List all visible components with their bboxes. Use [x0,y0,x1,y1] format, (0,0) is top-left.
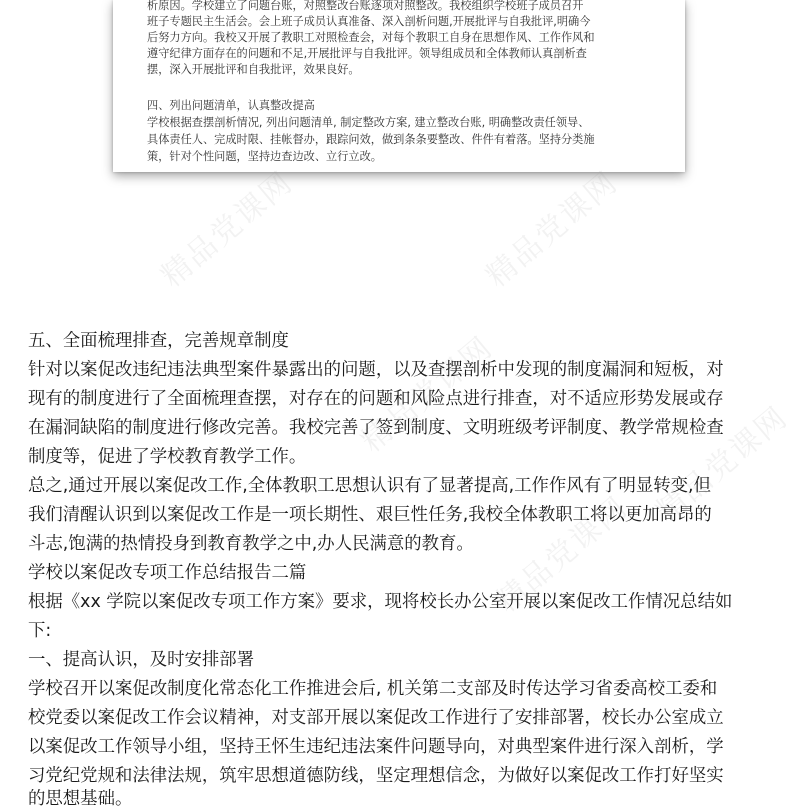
paragraph-line: 斗志,饱满的热情投身到教育教学之中,办人民满意的教育。 [28,534,474,554]
preview-line: 遵守纪律方面存在的问题和不足,开展批评与自我批评。领导组成员和全体教师认真剖析查 [147,47,587,60]
watermark: 精品党课网 [354,329,500,460]
preview-line: 后努力方向。我校又开展了教职工对照检查会，对每个教职工自身在思想作风、工作作风和 [147,31,595,44]
paragraph-line: 针对以案促改违纪违法典型案件暴露出的问题，以及查摆剖析中发现的制度漏洞和短板，对 [28,360,724,380]
section-heading: 一、提高认识，及时安排部署 [28,650,255,670]
document-preview-card [113,0,685,172]
preview-line: 析原因。学校建立了问题台账，对照整改台账逐项对照整改。我校组织学校班子成员召开 [147,0,584,12]
preview-line: 学校根据查摆剖析情况, 列出问题清单, 制定整改方案, 建立整改台账, 明确整改责任领导、 [147,116,590,129]
paragraph-line: 习党纪党规和法律法规，筑牢思想道德防线，坚定理想信念，为做好以案促改工作打好坚实 [28,766,724,786]
preview-section-heading: 四、列出问题清单，认真整改提高 [147,99,315,112]
watermark: 精品党课网 [479,164,625,295]
watermark: 精品党课网 [489,489,635,620]
preview-line: 班子专题民主生活会。会上班子成员认真准备、深入剖析问题,开展批评与自我批评,明确今 [147,15,591,28]
preview-line: 具体责任人、完成时限、挂帐督办，跟踪问效，做到条条要整改、件件有着落。坚持分类施 [147,133,595,146]
paragraph-line: 现有的制度进行了全面梳理查摆，对存在的问题和风险点进行排查，对不适应形势发展或存 [28,389,724,409]
paragraph-line: 学校召开以案促改制度化常态化工作推进会后, 机关第二支部及时传达学习省委高校工委和 [28,679,718,699]
paragraph-line: 总之,通过开展以案促改工作,全体教职工思想认识有了显著提高,工作作风有了明显转变,但 [28,476,711,496]
paragraph-line: 下: [28,621,52,641]
paragraph-line: 我们清醒认识到以案促改工作是一项长期性、艰巨性任务,我校全体教职工将以更加高昂的 [28,505,712,525]
paragraph-line: 根据《xx 学院以案促改专项工作方案》要求，现将校长办公室开展以案促改工作情况总结如 [28,592,733,612]
watermark: 精品党课网 [649,399,795,530]
preview-line: 策，针对个性问题，坚持边查边改、立行立改。 [147,150,382,163]
section-heading: 五、全面梳理排查，完善规章制度 [28,331,289,351]
paragraph-line: 校党委以案促改工作会议精神，对支部开展以案促改工作进行了安排部署，校长办公室成立 [28,708,724,728]
paragraph-line: 的思想基础。 [28,789,133,809]
paragraph-line: 制度等，促进了学校教育教学工作。 [28,447,307,467]
paragraph-line: 以案促改工作领导小组，坚持王怀生违纪违法案件问题导向，对典型案件进行深入剖析，学 [28,737,724,757]
watermark: 精品党课网 [154,164,300,295]
paragraph-line: 在漏洞缺陷的制度进行修改完善。我校完善了签到制度、文明班级考评制度、教学常规检查 [28,418,724,438]
report-title: 学校以案促改专项工作总结报告二篇 [28,563,307,583]
preview-line: 摆，深入开展批评和自我批评，效果良好。 [147,63,360,76]
